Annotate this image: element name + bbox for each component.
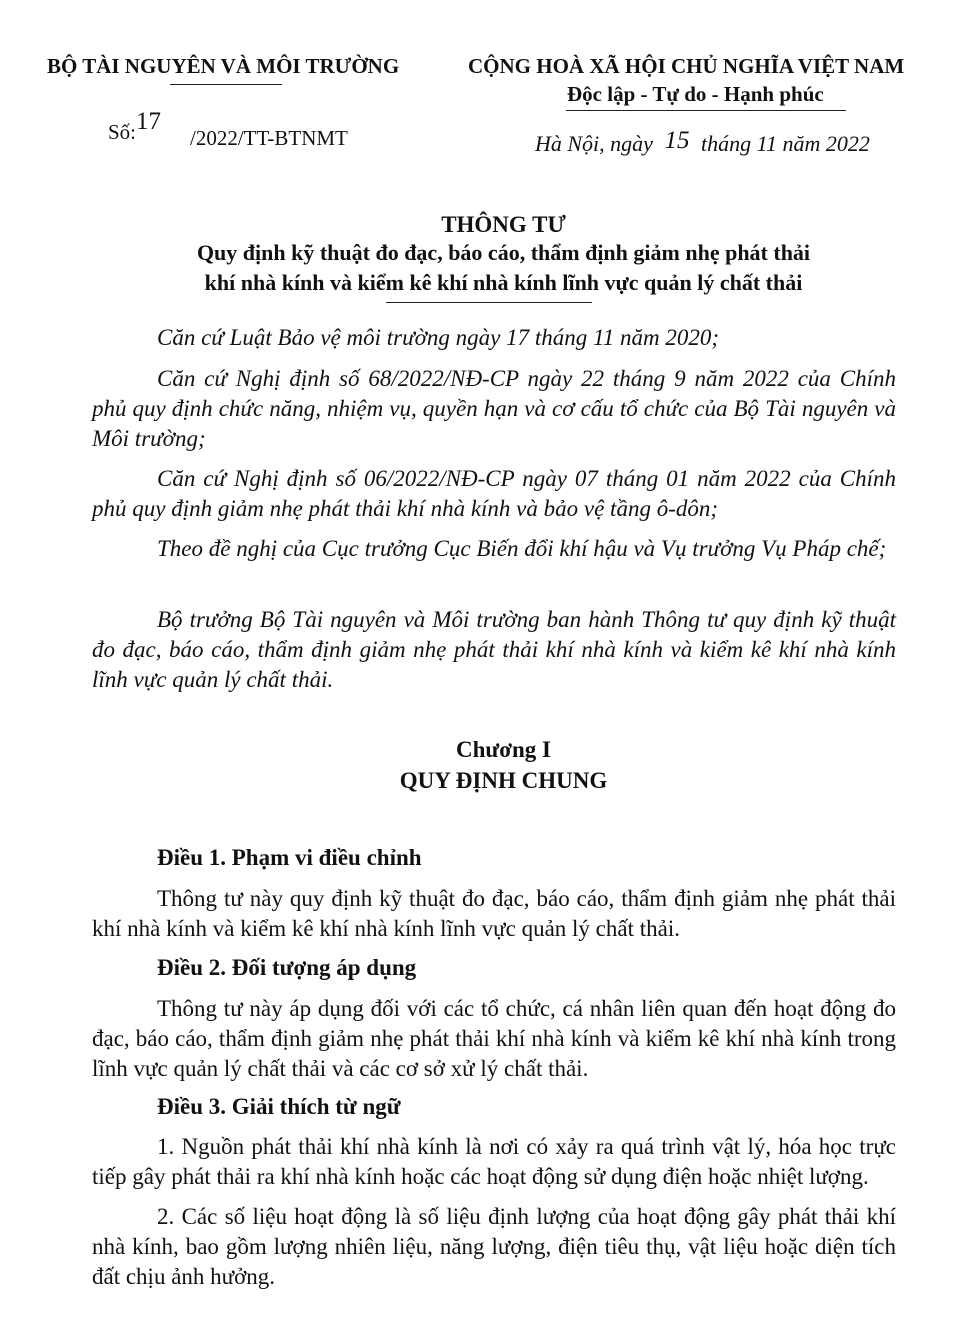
date-day: 15 [664,127,690,154]
article-1-text: Thông tư này quy định kỹ thuật đo đạc, báo cáo, thẩm định giảm nhẹ phát thải khí nhà kính và kiểm kê khí nhà kính lĩnh vực quản lý chất thải. [92,886,896,941]
national-motto: Độc lập - Tự do - Hạnh phúc [567,82,824,106]
country-name: CỘNG HOÀ XÃ HỘI CHỦ NGHĨA VIỆT NAM [468,54,905,78]
number-suffix: /2022/TT-BTNMT [190,126,348,150]
number-label: Số: [108,120,137,144]
article-2-text: Thông tư này áp dụng đối với các tổ chức, cá nhân liên quan đến hoạt động đo đạc, báo cáo, thẩm định giảm nhẹ phát thải khí nhà kính và kiểm kê khí nhà kính trong lĩnh vực quản lý chất thải và các cơ sở xử lý chất thải. [92,996,896,1081]
date-year: năm 2022 [782,131,870,156]
title-line-2: khí nhà kính và kiểm kê khí nhà kính lĩnh vực quản lý chất thải [204,270,803,295]
document-type: THÔNG TƯ [441,212,566,237]
title-underline [386,302,592,303]
ministry-name: BỘ TÀI NGUYÊN VÀ MÔI TRƯỜNG [47,54,400,78]
preamble-4: Theo đề nghị của Cục trưởng Cục Biến đổi khí hậu và Vụ trưởng Vụ Pháp chế; [157,536,887,561]
date-month: 11 [756,131,777,156]
article-2-heading: Điều 2. Đối tượng áp dụng [157,955,417,980]
document-number [108,108,162,146]
date-month-label: tháng [700,131,752,156]
article-1-heading: Điều 1. Phạm vi điều chỉnh [157,845,422,870]
preamble-3: Căn cứ Nghị định số 06/2022/NĐ-CP ngày 07 tháng 01 năm 2022 của Chính phủ quy định giảm nhẹ phát thải khí nhà kính và bảo vệ tầng ô-dôn; [92,466,896,521]
motto-underline [566,110,846,111]
chapter-title: QUY ĐỊNH CHUNG [399,768,608,793]
issue-date [535,127,870,158]
article-3-item-2: 2. Các số liệu hoạt động là số liệu định lượng của hoạt động gây phát thải khí nhà kính, bao gồm lượng nhiên liệu, năng lượng, điện tiêu thụ, vật liệu hoặc diện tích đất chịu ảnh hưởng. [92,1204,896,1289]
preamble-2: Căn cứ Nghị định số 68/2022/NĐ-CP ngày 22 tháng 9 năm 2022 của Chính phủ quy định chức năng, nhiệm vụ, quyền hạn và cơ cấu tổ chức của Bộ Tài nguyên và Môi trường; [92,366,896,451]
article-3-heading: Điều 3. Giải thích từ ngữ [157,1094,401,1119]
article-3-item-1: 1. Nguồn phát thải khí nhà kính là nơi có xảy ra quá trình vật lý, hóa học trực tiếp gây phát thải ra khí nhà kính hoặc các hoạt động sử dụng điện hoặc nhiệt lượng. [92,1134,896,1189]
preamble-5: Bộ trưởng Bộ Tài nguyên và Môi trường ban hành Thông tư quy định kỹ thuật đo đạc, báo cáo, thẩm định giảm nhẹ phát thải khí nhà kính và kiểm kê khí nhà kính lĩnh vực quản lý chất thải. [92,607,896,692]
chapter-number: Chương I [456,737,551,762]
number-value: 17 [136,108,162,135]
preamble-1: Căn cứ Luật Bảo vệ môi trường ngày 17 tháng 11 năm 2020; [157,325,720,350]
title-line-1: Quy định kỹ thuật đo đạc, báo cáo, thẩm định giảm nhẹ phát thải [196,240,811,265]
date-prefix: Hà Nội, ngày [535,131,653,156]
ministry-underline [170,84,282,85]
